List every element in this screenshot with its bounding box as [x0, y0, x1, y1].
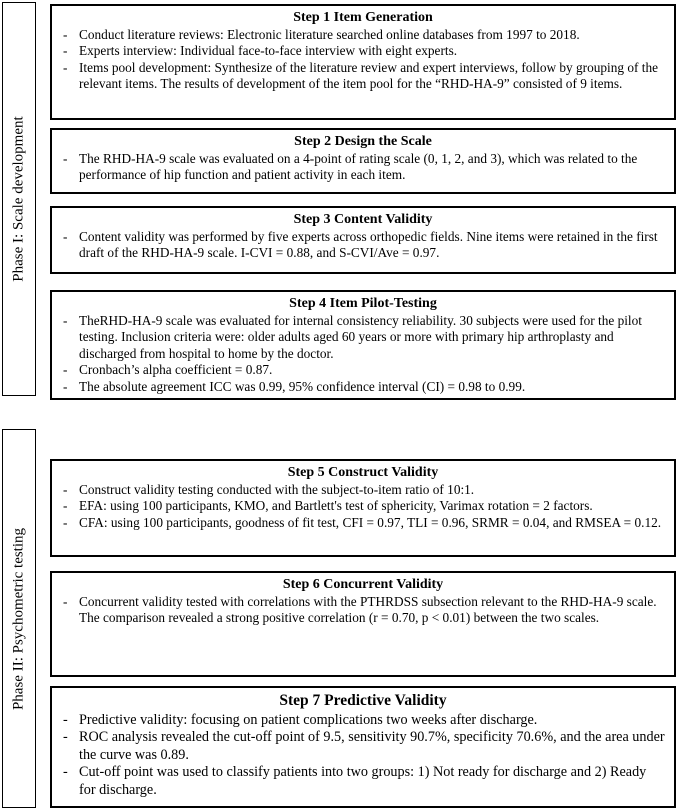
step2-list [60, 151, 666, 184]
phase2-label-box [2, 429, 36, 808]
list-item: - ROC analysis revealed the cut-off point of 9.5, sensitivity 90.7%, specificity 70.6%, and the area under the curve was 0.89. [60, 729, 666, 764]
step5-list [60, 482, 666, 531]
step2-title: Step 2 Design the Scale [294, 134, 432, 149]
list-item: - Cut-off point was used to classify patients into two groups: 1) Not ready for discharge and 2) Ready for discharge. [60, 764, 666, 799]
step7-box [50, 686, 676, 808]
list-item: - CFA: using 100 participants, goodness of fit test, CFI = 0.97, TLI = 0.96, SRMR = 0.04, and RMSEA = 0.12. [60, 515, 666, 531]
list-item: - Cronbach’s alpha coefficient = 0.87. [60, 362, 666, 378]
list-item: - Items pool development: Synthesize of the literature review and expert interviews, follow by grouping of the relevant items. The results of development of the item pool for the “RHD-HA-9” consisted of 9 items. [60, 60, 666, 93]
list-item: - Content validity was performed by five experts across orthopedic fields. Nine items were retained in the first draft of the RHD-HA-9 scale. I-CVI = 0.88, and S-CVI/Ave = 0.97. [60, 229, 666, 262]
list-item: - TheRHD-HA-9 scale was evaluated for internal consistency reliability. 30 subjects were used for the pilot testing. Inclusion criteria were: older adults aged 60 years or more with primary hip arthroplasty and discharged from hospital to home by the doctor. [60, 313, 666, 362]
list-item: - The absolute agreement ICC was 0.99, 95% confidence interval (CI) = 0.98 to 0.99. [60, 379, 666, 395]
list-item: - Experts interview: Individual face-to-face interview with eight experts. [60, 43, 666, 59]
step6-list [60, 594, 666, 627]
step5-box [50, 459, 676, 557]
step3-box [50, 206, 676, 274]
phase1-label: Phase I: Scale development [10, 116, 27, 282]
step7-title: Step 7 Predictive Validity [279, 692, 447, 709]
list-item: - Conduct literature reviews: Electronic literature searched online databases from 1997 to 2018. [60, 27, 666, 43]
step1-box [50, 4, 676, 120]
step4-title: Step 4 Item Pilot-Testing [289, 296, 437, 311]
list-item: - The RHD-HA-9 scale was evaluated on a 4-point of rating scale (0, 1, 2, and 3), which was related to the performance of hip function and patient activity in each item. [60, 151, 666, 184]
step2-box [50, 128, 676, 194]
step6-box [50, 571, 676, 677]
step7-list [60, 712, 666, 799]
step4-box [50, 290, 676, 400]
phase2-label: Phase II: Psychometric testing [10, 527, 27, 710]
list-item: - Construct validity testing conducted with the subject-to-item ratio of 10:1. [60, 482, 666, 498]
list-item: - EFA: using 100 participants, KMO, and Bartlett's test of sphericity, Varimax rotation = 2 factors. [60, 498, 666, 514]
phase1-label-box [2, 2, 36, 396]
list-item: - Concurrent validity tested with correlations with the PTHRDSS subsection relevant to the RHD-HA-9 scale. The comparison revealed a strong positive correlation (r = 0.70, p < 0.01) between the two scales. [60, 594, 666, 627]
step3-list [60, 229, 666, 262]
step1-list [60, 27, 666, 93]
step3-title: Step 3 Content Validity [293, 212, 433, 227]
step6-title: Step 6 Concurrent Validity [282, 577, 444, 592]
list-item: - Predictive validity: focusing on patient complications two weeks after discharge. [60, 712, 666, 729]
step5-title: Step 5 Construct Validity [287, 465, 439, 480]
step4-list [60, 313, 666, 395]
step1-title: Step 1 Item Generation [293, 10, 433, 25]
